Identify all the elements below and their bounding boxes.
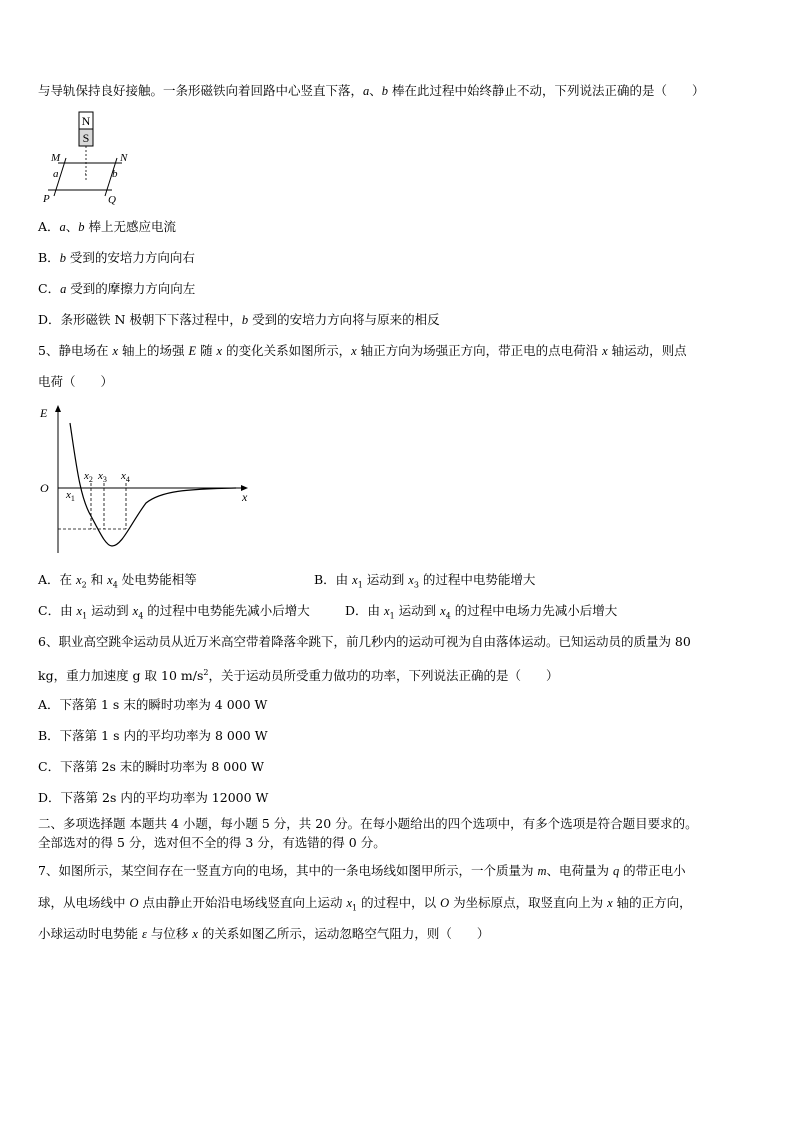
axis-e-label: E	[40, 406, 48, 420]
q6-option-a: A．下落第 1 s 末的瞬时功率为 4 000 W	[38, 697, 268, 712]
e-x-graph	[36, 403, 256, 562]
q6-option-d: D．下落第 2s 内的平均功率为 12000 W	[38, 790, 269, 805]
e-curve	[70, 423, 236, 546]
center-dot: ·	[84, 169, 87, 179]
q4-option-a: A．a、b 棒上无感应电流	[38, 219, 177, 234]
y-axis-arrow	[55, 405, 61, 412]
label-m: M	[51, 152, 61, 164]
intro-sep: 、	[369, 83, 382, 98]
magnet-n-label: N	[81, 114, 91, 128]
tick-x3: $x_3$	[98, 470, 107, 484]
q5-option-c: C．由 $x_1$ 运动到 $x_4$ 的过程中电势能先减小后增大	[38, 603, 310, 621]
label-n: N	[120, 152, 128, 164]
tick-x2: $x_2$	[84, 470, 93, 484]
magnet-s-label: S	[82, 131, 90, 145]
label-b: b	[112, 168, 118, 180]
label-p: P	[43, 193, 50, 205]
q5-option-d: D．由 $x_1$ 运动到 $x_4$ 的过程中电场力先减小后增大	[345, 603, 618, 621]
axis-x-label: x	[242, 490, 248, 504]
var-b: b	[381, 84, 389, 98]
q4-option-d: D．条形磁铁 N 极朝下下落过程中，b 受到的安培力方向将与原来的相反	[38, 312, 440, 327]
tick-x4: $x_4$	[121, 470, 130, 484]
tick-x1: $x_1$	[66, 489, 75, 503]
axis-o-label: O	[40, 481, 49, 495]
q5-stem-line2: 电荷（ ）	[38, 374, 114, 389]
intro-text-b: 棒在此过程中始终静止不动，下列说法正确的是（ ）	[388, 83, 705, 98]
q7-stem-line1: 7、如图所示，某空间存在一竖直方向的电场，其中的一条电场线如图甲所示，一个质量为 m、电荷量为 q 的带正电小	[38, 863, 686, 878]
label-a: a	[53, 168, 59, 180]
var-a: a	[363, 84, 370, 98]
q4-option-b: B．b 受到的安培力方向向右	[38, 250, 195, 265]
q4-option-c: C．a 受到的摩擦力方向向左	[38, 281, 196, 296]
q6-option-c: C．下落第 2s 末的瞬时功率为 8 000 W	[38, 759, 264, 774]
section2-line1: 二、多项选择题 本题共 4 小题，每小题 5 分，共 20 分。在每小题给出的四个选项中，有多个选项是符合题目要求的。	[38, 816, 698, 831]
section2-line2: 全部选对的得 5 分，选对但不全的得 3 分，有选错的得 0 分。	[38, 835, 386, 850]
q7-stem-line3: 小球运动时电势能 ε 与位移 x 的关系如图乙所示，运动忽略空气阻力，则（ ）	[38, 926, 490, 941]
intro-text-a: 与导轨保持良好接触。一条形磁铁向着回路中心竖直下落，	[38, 83, 364, 98]
q5-stem-line1: 5、静电场在 x 轴上的场强 E 随 x 的变化关系如图所示，x 轴正方向为场强正方向，带正电的点电荷沿 x 轴运动，则点	[38, 343, 687, 358]
q5-option-b: B．由 $x_1$ 运动到 $x_3$ 的过程中电势能增大	[314, 572, 536, 590]
magnet-rails-figure	[40, 110, 150, 209]
q6-stem-line1: 6、职业高空跳伞运动员从近万米高空带着降落伞跳下，前几秒内的运动可视为自由落体运动。已知运动员的质量为 80	[38, 634, 691, 649]
label-q: Q	[108, 194, 116, 206]
intro-line	[38, 82, 705, 100]
q7-stem-line2: 球，从电场线中 O 点由静止开始沿电场线竖直向上运动 $x_1$ 的过程中，以 O 为坐标原点，取竖直向上为 x 轴的正方向，	[38, 895, 692, 913]
q6-stem-line2: kg，重力加速度 g 取 10 $m/s^2$，关于运动员所受重力做功的功率，下列说法正确的是（ ）	[38, 668, 559, 684]
q5-option-a: A．在 $x_2$ 和 $x_4$ 处电势能相等	[38, 572, 197, 590]
q6-option-b: B．下落第 1 s 内的平均功率为 8 000 W	[38, 728, 268, 743]
